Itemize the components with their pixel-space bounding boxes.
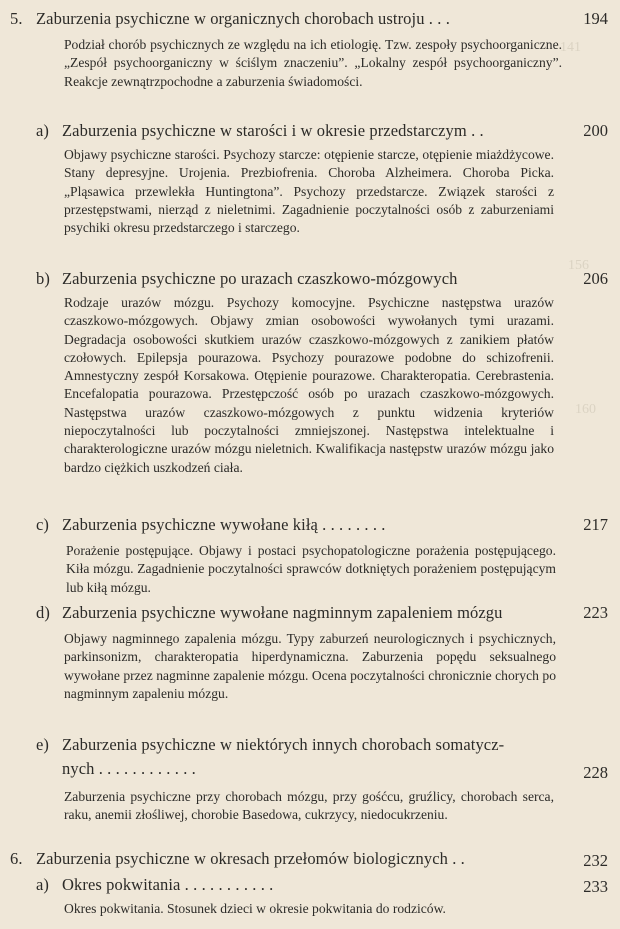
toc-entry-title: e) Zaburzenia psychiczne w niektórych innych chorobach somatycz- xyxy=(36,735,505,754)
toc-entry-description: Podział chorób psychicznych ze względu na ich etiologię. Tzw. zespoły psychoorganiczne. „Zespół psychoorganiczny w ściślym znaczeniu”. „Lokalny zespół psychoorganiczny”. Reakcje zewnątrzpochodne a zaburzenia świadomości. xyxy=(64,37,562,89)
toc-page-number: 200 xyxy=(583,121,608,140)
show-through-text: 160 xyxy=(575,402,596,417)
toc-page-number: 233 xyxy=(583,877,608,896)
toc-page-number: 194 xyxy=(583,9,608,28)
toc-entry-description: Objawy nagminnego zapalenia mózgu. Typy zaburzeń neurologicznych i psychicznych, parkinsonizm, charakteropatia hiperdynamiczna. Zaburzenia popędu seksualnego wywołane przez nagminne zapalenie mózgu. Ocena poczytalności chronicznie chorych po nagminnym zapaleniu mózgu. xyxy=(64,631,556,701)
toc-entry-description: Okres pokwitania. Stosunek dzieci w okresie pokwitania do rodziców. xyxy=(64,901,446,916)
toc-entry-description: Rodzaje urazów mózgu. Psychozy komocyjne. Psychiczne następstwa urazów czaszkowo-mózgowych. Objawy zmian osobowości wywołanych tymi urazami. Degradacja osobowości skutkiem urazów czaszkowo-mózgowych z zanikiem płatów czołowych. Epilepsja pourazowa. Psychozy pourazowe podobne do schizofrenii. Amnestyczny zespół Korsakowa. Otępienie pourazowe. Charakteropatia. Cerebrastenia. Encefalopatia pourazowa. Przestępczość osób po urazach czaszkowo-mózgowych. Następstwa urazów czaszkowo-mózgowych z punktu widzenia kryteriów niepoczytalności lub poczytalności zmniejszonej. Następstwa intelektualne i charakterologiczne urazów mózgu nieletnich. Kwalifikacja następstw urazów mózgu jako bardzo ciężkich uszkodzeń ciała. xyxy=(64,295,554,475)
toc-entry-title: c) Zaburzenia psychiczne wywołane kiłą . . . . . . . . xyxy=(36,515,386,534)
toc-page-number: 206 xyxy=(583,269,608,288)
toc-entry-description: Zaburzenia psychiczne przy chorobach mózgu, przy gośćcu, gruźlicy, chorobach serca, raku, anemii złośliwej, chorobie Basedowa, cukrzycy, niedocukrzeniu. xyxy=(64,789,554,823)
toc-entry-title: b) Zaburzenia psychiczne po urazach czaszkowo-mózgowych xyxy=(36,269,458,288)
toc-entry-title: 6. Zaburzenia psychiczne w okresach przełomów biologicznych . . xyxy=(10,849,465,868)
toc-entry-description: Porażenie postępujące. Objawy i postaci psychopatologiczne porażenia postępującego. Kiła mózgu. Zagadnienie poczytalności sprawców dotkniętych porażeniem postępującym lub kiłą mózgu. xyxy=(66,543,556,595)
toc-entry-title: a) Okres pokwitania . . . . . . . . . . . xyxy=(36,875,274,894)
toc-entry-title: a) Zaburzenia psychiczne w starości i w okresie przedstarczym . . xyxy=(36,121,484,140)
toc-page-number: 228 xyxy=(583,763,608,782)
show-through-text: 141 xyxy=(560,40,581,55)
toc-entry-title-continued: nych . . . . . . . . . . . . xyxy=(62,759,196,778)
toc-page-number: 223 xyxy=(583,603,608,622)
toc-entry-title: 5. Zaburzenia psychiczne w organicznych chorobach ustroju . . . xyxy=(10,9,450,28)
toc-page-number: 217 xyxy=(583,515,608,534)
toc-entry-title: d) Zaburzenia psychiczne wywołane nagminnym zapaleniem mózgu xyxy=(36,603,503,622)
toc-entry-description: Objawy psychiczne starości. Psychozy starcze: otępienie starcze, otępienie miażdżycowe. Stany depresyjne. Urojenia. Prezbiofrenia. Choroba Alzheimera. Choroba Picka. „Pląsawica przewlekła Huntingtona”. Psychozy przedstarcze. Związek starości z przestępstwami, nierząd z nieletnimi. Zagadnienie poczytalności osób z zaburzeniami psychiki okresu przedstarczego i starczego. xyxy=(64,147,554,236)
toc-page-number: 232 xyxy=(583,851,608,870)
show-through-text: 156 xyxy=(568,258,589,273)
